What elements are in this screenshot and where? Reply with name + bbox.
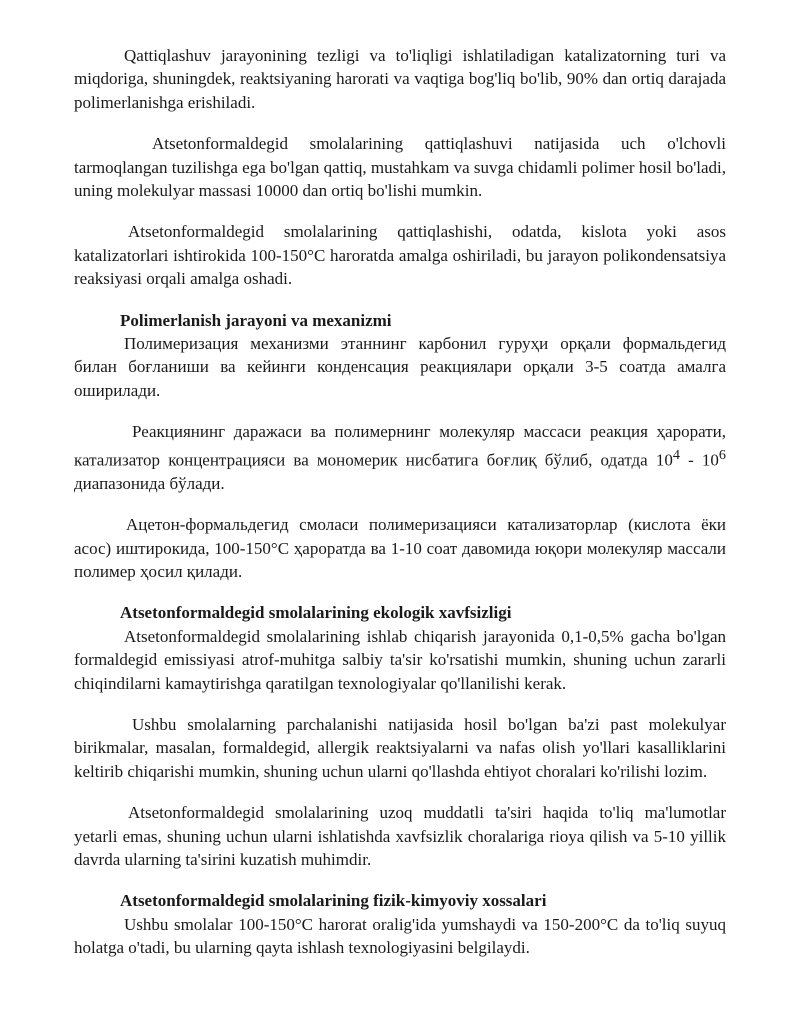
exponent-4: 4 (672, 446, 680, 463)
section-heading-polymerization: Polimerlanish jarayoni va mexanizmi (120, 310, 392, 330)
degree-text-end: диапазонида бўлади. (74, 473, 225, 493)
paragraph-softening-temperature: Ushbu smolalar 100-150°C harorat oralig'ida yumshaydi va 150-200°C da to'liq suyuq holatga o'tadi, bu ularning qayta ishlash texnologiyasini belgilaydi. (74, 914, 726, 958)
document-page (74, 44, 726, 978)
section-heading-ecology: Atsetonformaldegid smolalarining ekologik xavfsizligi (120, 603, 512, 623)
exponent-6: 6 (718, 446, 726, 463)
degree-text-middle: - 10 (679, 450, 719, 470)
paragraph-curing-structure: Atsetonformaldegid smolalarining qattiqlashuvi natijasida uch o'lchovli tarmoqlangan tuzilishga ega bo'lgan qattiq, mustahkam va suvga chidamli polimer hosil bo'ladi, uning molekulyar massasi 10000 dan ortiq bo'lishi mumkin. (74, 134, 726, 201)
paragraph-curing-rate: Qattiqlashuv jarayonining tezligi va to'liqligi ishlatiladigan katalizatorning turi va miqdoriga, shuningdek, reaktsiyaning harorati va vaqtiga bog'liq bo'lib, 90% dan ortiq darajada polimerlanishga erishiladi. (74, 46, 726, 112)
section-heading-properties: Atsetonformaldegid smolalarining fizik-kimyoviy xossalari (120, 891, 547, 911)
paragraph-formaldehyde-emission: Atsetonformaldegid smolalarining ishlab chiqarish jarayonida 0,1-0,5% gacha bo'lgan formaldegid emissiyasi atrof-muhitga salbiy ta'sir ko'rsatishi mumkin, shuning uchun zararli chiqindilarni kamaytirishga qaratilgan texnologiyalar qo'llanilishi kerak. (74, 626, 726, 693)
paragraph-polymerization-degree (74, 420, 726, 495)
paragraph-decomposition-hazards: Ushbu smolalarning parchalanishi natijasida hosil bo'lgan ba'zi past molekulyar birikmalar, masalan, formaldegid, allergik reaktsiyalarni va nafas olish yo'llari kasalliklarini keltirib chiqarishi mumkin, shuning uchun ularni qo'llashda ehtiyot choralari ko'rilishi lozim. (74, 715, 726, 781)
degree-text-start: Реакциянинг даражаси ва полимернинг молекуляр массаси реакция ҳарорати, катализатор концентрацияси ва мономерик нисбатига боғлиқ бўлиб, одатда 10 (74, 422, 726, 470)
paragraph-polymerization-mechanism: Полимеризация механизми этаннинг карбонил гуруҳи орқали формальдегид билан боғланиши ва кейинги конденсация реакциялари орқали 3-5 соатда амалга оширилади. (74, 334, 726, 400)
paragraph-curing-conditions: Atsetonformaldegid smolalarining qattiqlashishi, odatda, kislota yoki asos katalizatorlari ishtirokida 100-150°C haroratda amalga oshiriladi, bu jarayon polikondensatsiya reaksiyasi orqali amalga oshadi. (74, 222, 726, 289)
paragraph-long-term-effects: Atsetonformaldegid smolalarining uzoq muddatli ta'siri haqida to'liq ma'lumotlar yetarli emas, shuning uchun ularni ishlatishda xavfsizlik choralariga rioya qilish va 5-10 yillik davrda ularning ta'sirini kuzatish muhimdir. (74, 803, 726, 870)
paragraph-polymerization-catalysts: Ацетон-формальдегид смоласи полимеризацияси катализаторлар (кислота ёки асос) иштирокида, 100-150°C ҳароратда ва 1-10 соат давомида юқори молекуляр массали полимер ҳосил қилади. (74, 515, 726, 581)
